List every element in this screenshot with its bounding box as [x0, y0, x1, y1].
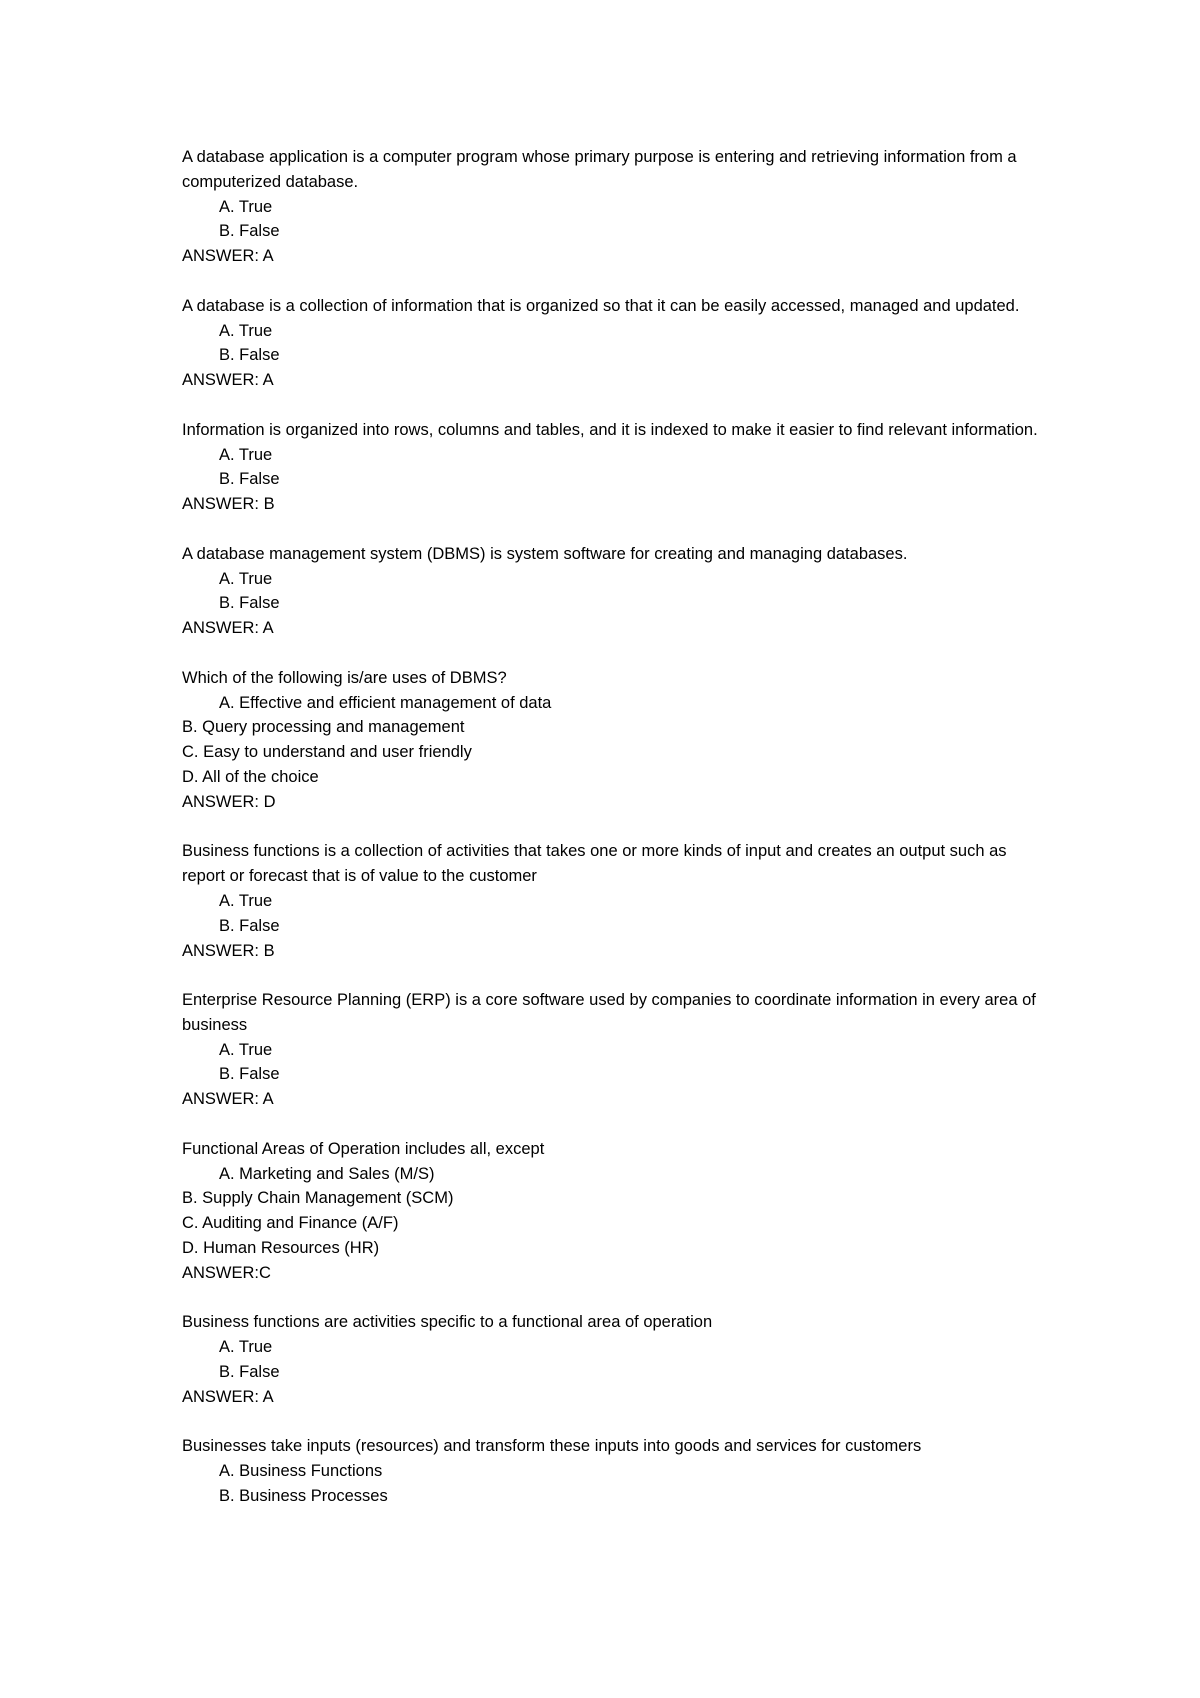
question-stem: A database is a collection of information that is organized so that it can be easily accessed, managed and updated. — [182, 296, 1020, 315]
question-stem: Businesses take inputs (resources) and transform these inputs into goods and services for customers — [182, 1437, 922, 1456]
answer-option: A. True — [219, 445, 273, 464]
answer-option: A. Marketing and Sales (M/S) — [219, 1164, 435, 1183]
answer-option: A. True — [219, 321, 273, 340]
answer-key: ANSWER: A — [182, 247, 274, 266]
question-block — [182, 542, 1042, 641]
answer-option: A. True — [219, 1338, 273, 1357]
question-block — [182, 1434, 1042, 1508]
answer-option: A. True — [219, 197, 273, 216]
answer-key: ANSWER: A — [182, 619, 274, 638]
answer-option: B. False — [219, 594, 280, 613]
answer-option: A. Business Functions — [219, 1462, 383, 1481]
answer-key: ANSWER:C — [182, 1263, 271, 1282]
question-stem: Business functions is a collection of activities that takes one or more kinds of input and creates an output such as report or forecast that is of value to the customer — [182, 842, 1007, 886]
answer-option: A. True — [219, 1040, 273, 1059]
answer-key: ANSWER: B — [182, 941, 275, 960]
question-stem: A database application is a computer program whose primary purpose is entering and retrieving information from a computerized database. — [182, 148, 1017, 191]
question-stem: Business functions are activities specific to a functional area of operation — [182, 1313, 713, 1332]
answer-option: C. Easy to understand and user friendly — [182, 743, 472, 762]
question-stem: Which of the following is/are uses of DBMS? — [182, 668, 507, 687]
question-block — [182, 988, 1042, 1112]
answer-key: ANSWER: A — [182, 1387, 274, 1406]
question-block — [182, 1310, 1042, 1409]
answer-option: B. False — [219, 1363, 280, 1382]
answer-option: C. Auditing and Finance (A/F) — [182, 1214, 399, 1233]
answer-option: A. Effective and efficient management of data — [219, 693, 552, 712]
answer-key: ANSWER: A — [182, 1090, 274, 1109]
answer-option: B. Query processing and management — [182, 718, 465, 737]
question-block — [182, 839, 1042, 963]
question-block — [182, 1137, 1042, 1286]
answer-key: ANSWER: D — [182, 792, 276, 811]
answer-option: A. True — [219, 569, 273, 588]
question-block — [182, 666, 1042, 815]
answer-option: A. True — [219, 891, 273, 910]
answer-option: B. False — [219, 346, 280, 365]
answer-option: B. False — [219, 1065, 280, 1084]
question-stem: Information is organized into rows, columns and tables, and it is indexed to make it easier to find relevant information. — [182, 420, 1038, 439]
answer-option: B. False — [219, 470, 280, 489]
answer-key: ANSWER: A — [182, 371, 274, 390]
answer-option: B. False — [219, 916, 280, 935]
answer-option: D. Human Resources (HR) — [182, 1239, 380, 1258]
answer-key: ANSWER: B — [182, 495, 275, 514]
question-stem: Functional Areas of Operation includes all, except — [182, 1139, 545, 1158]
question-block — [182, 294, 1042, 393]
question-stem: Enterprise Resource Planning (ERP) is a core software used by companies to coordinate information in every area of business — [182, 991, 1036, 1034]
answer-option: B. Business Processes — [219, 1487, 388, 1506]
answer-option: D. All of the choice — [182, 767, 319, 786]
answer-option: B. False — [219, 222, 280, 241]
question-stem: A database management system (DBMS) is system software for creating and managing databases. — [182, 544, 908, 563]
answer-option: B. Supply Chain Management (SCM) — [182, 1189, 454, 1208]
question-block — [182, 145, 1042, 269]
question-block — [182, 418, 1042, 517]
quiz-content — [182, 145, 1042, 1534]
